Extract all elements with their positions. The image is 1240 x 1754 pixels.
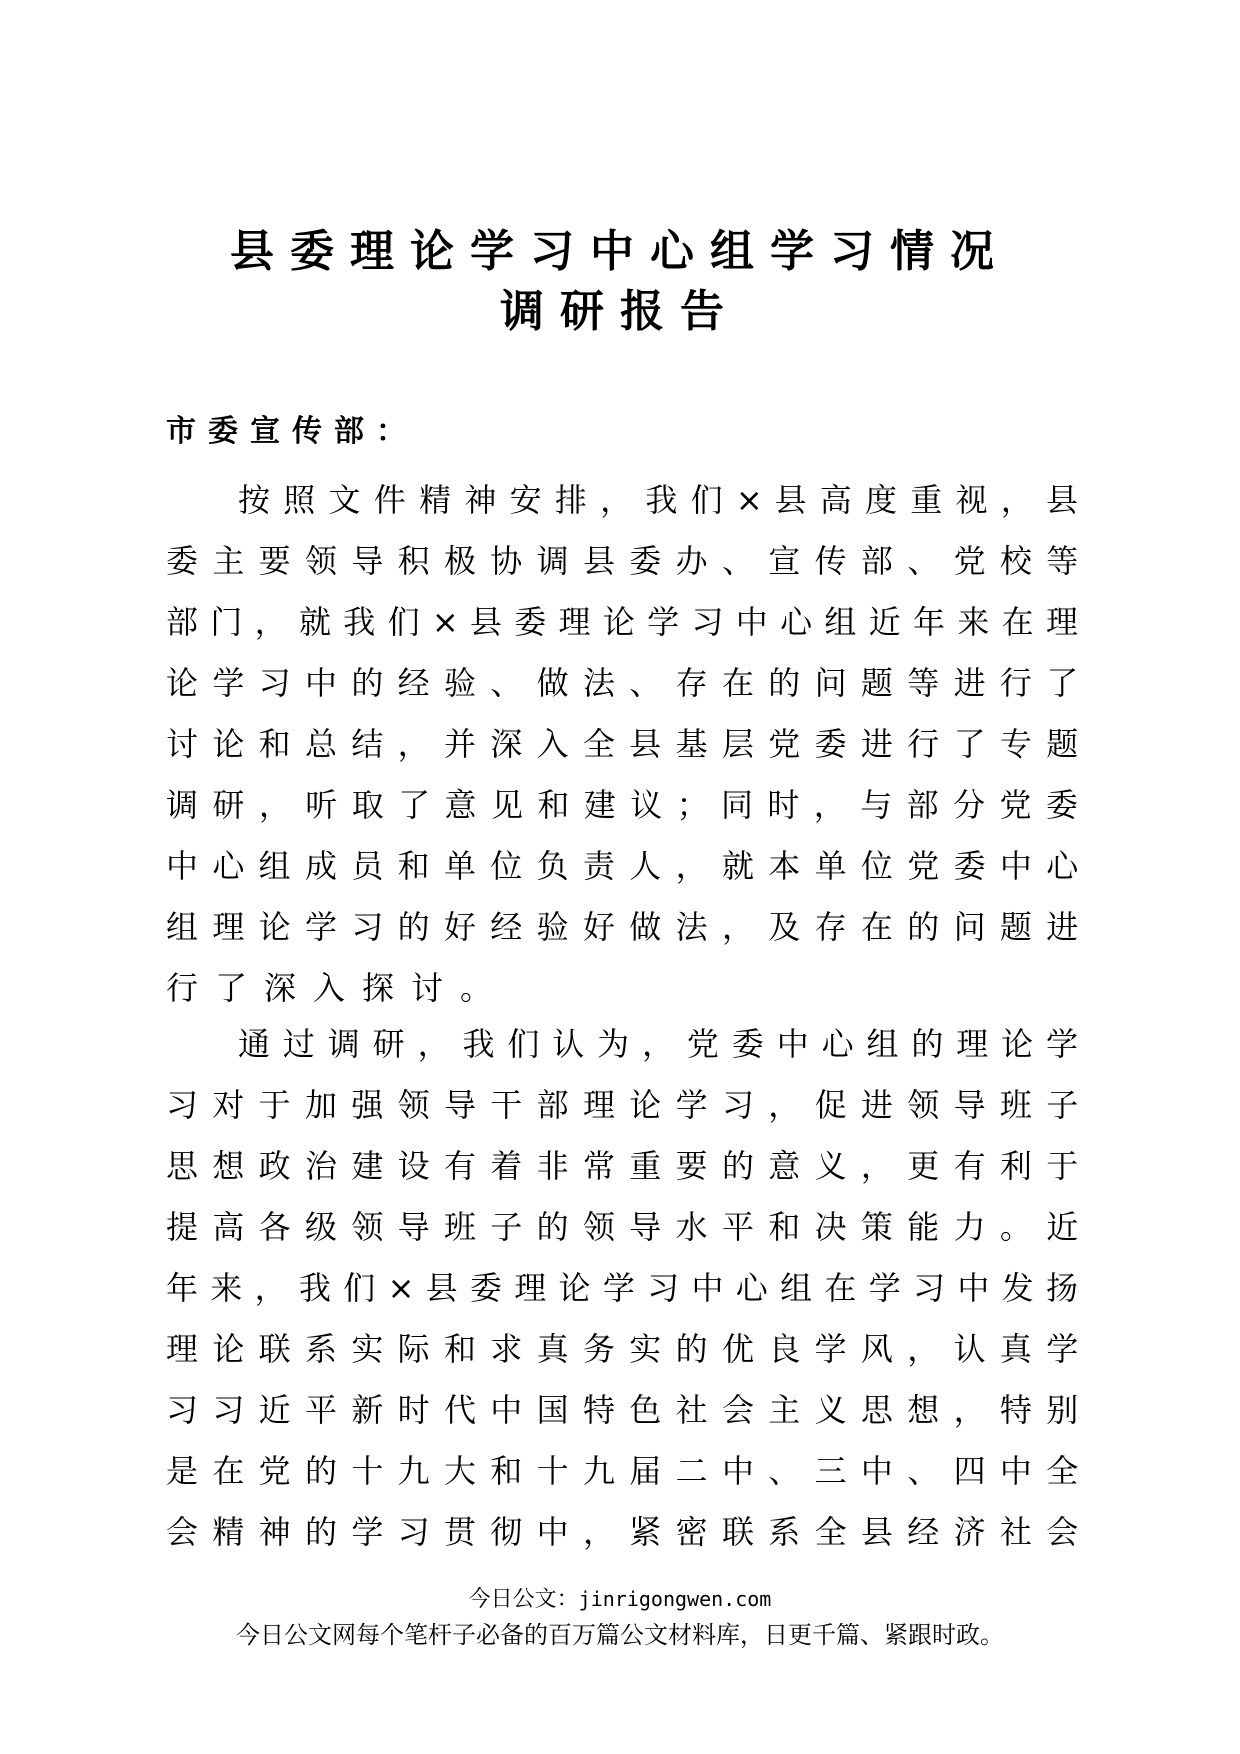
paragraph-line: 论 学 习 中 的 经 验 、 做 法 、 存 在 的 问 题 等 进 行 了 xyxy=(166,664,1079,702)
footer-source xyxy=(0,1584,1240,1615)
paragraph-line: 按 照 文 件 精 神 安 排 ， 我 们 × 县 高 度 重 视 ， 县 xyxy=(238,481,1079,519)
paragraph-line: 委 主 要 领 导 积 极 协 调 县 委 办 、 宣 传 部 、 党 校 等 xyxy=(166,542,1079,580)
paragraph-line: 调 研 ， 听 取 了 意 见 和 建 议 ； 同 时 ， 与 部 分 党 委 xyxy=(166,786,1078,824)
paragraph-line: 是 在 党 的 十 九 大 和 十 九 届 二 中 、 三 中 、 四 中 全 xyxy=(166,1452,1079,1490)
paragraph-line: 习 对 于 加 强 领 导 干 部 理 论 学 习 ， 促 进 领 导 班 子 xyxy=(166,1086,1079,1124)
document-title-line1: 县委理论学习中心组学习情况 xyxy=(230,226,1010,277)
paragraph-line: 组 理 论 学 习 的 好 经 验 好 做 法 ， 及 存 在 的 问 题 进 xyxy=(166,908,1079,946)
paragraph-line: 提 高 各 级 领 导 班 子 的 领 导 水 平 和 决 策 能 力 。 近 xyxy=(166,1208,1079,1246)
footer-source-site: jinrigongwen.com xyxy=(578,1587,772,1611)
footer-slogan: 今日公文网每个笔杆子必备的百万篇公文材料库，日更千篇、紧跟时政。 xyxy=(236,1621,1004,1649)
footer-source-label: 今日公文： xyxy=(468,1587,579,1612)
paragraph-line: 思 想 政 治 建 设 有 着 非 常 重 要 的 意 义 ， 更 有 利 于 xyxy=(166,1147,1079,1185)
paragraph-line: 部 门 ， 就 我 们 × 县 委 理 论 学 习 中 心 组 近 年 来 在 理 xyxy=(166,603,1078,641)
paragraph-line: 年 来 ， 我 们 × 县 委 理 论 学 习 中 心 组 在 学 习 中 发 扬 xyxy=(166,1269,1078,1307)
paragraph-line: 习 习 近 平 新 时 代 中 国 特 色 社 会 主 义 思 想 ， 特 别 xyxy=(166,1391,1079,1429)
paragraph-line: 理 论 联 系 实 际 和 求 真 务 实 的 优 良 学 风 ， 认 真 学 xyxy=(166,1330,1079,1368)
paragraph-1 xyxy=(166,470,1078,1019)
document-title-line2: 调研报告 xyxy=(500,286,740,337)
paragraph-line: 会 精 神 的 学 习 贯 彻 中 ， 紧 密 联 系 全 县 经 济 社 会 xyxy=(166,1513,1079,1551)
paragraph-line: 行了深入探讨。 xyxy=(166,969,510,1007)
paragraph-line: 讨 论 和 总 结 ， 并 深 入 全 县 基 层 党 委 进 行 了 专 题 xyxy=(166,725,1079,763)
paragraph-line: 通 过 调 研 ， 我 们 认 为 ， 党 委 中 心 组 的 理 论 学 xyxy=(238,1025,1079,1063)
paragraph-2 xyxy=(166,1014,1078,1563)
salutation: 市委宣传部： xyxy=(166,414,418,449)
paragraph-line: 中 心 组 成 员 和 单 位 负 责 人 ， 就 本 单 位 党 委 中 心 xyxy=(166,847,1079,885)
